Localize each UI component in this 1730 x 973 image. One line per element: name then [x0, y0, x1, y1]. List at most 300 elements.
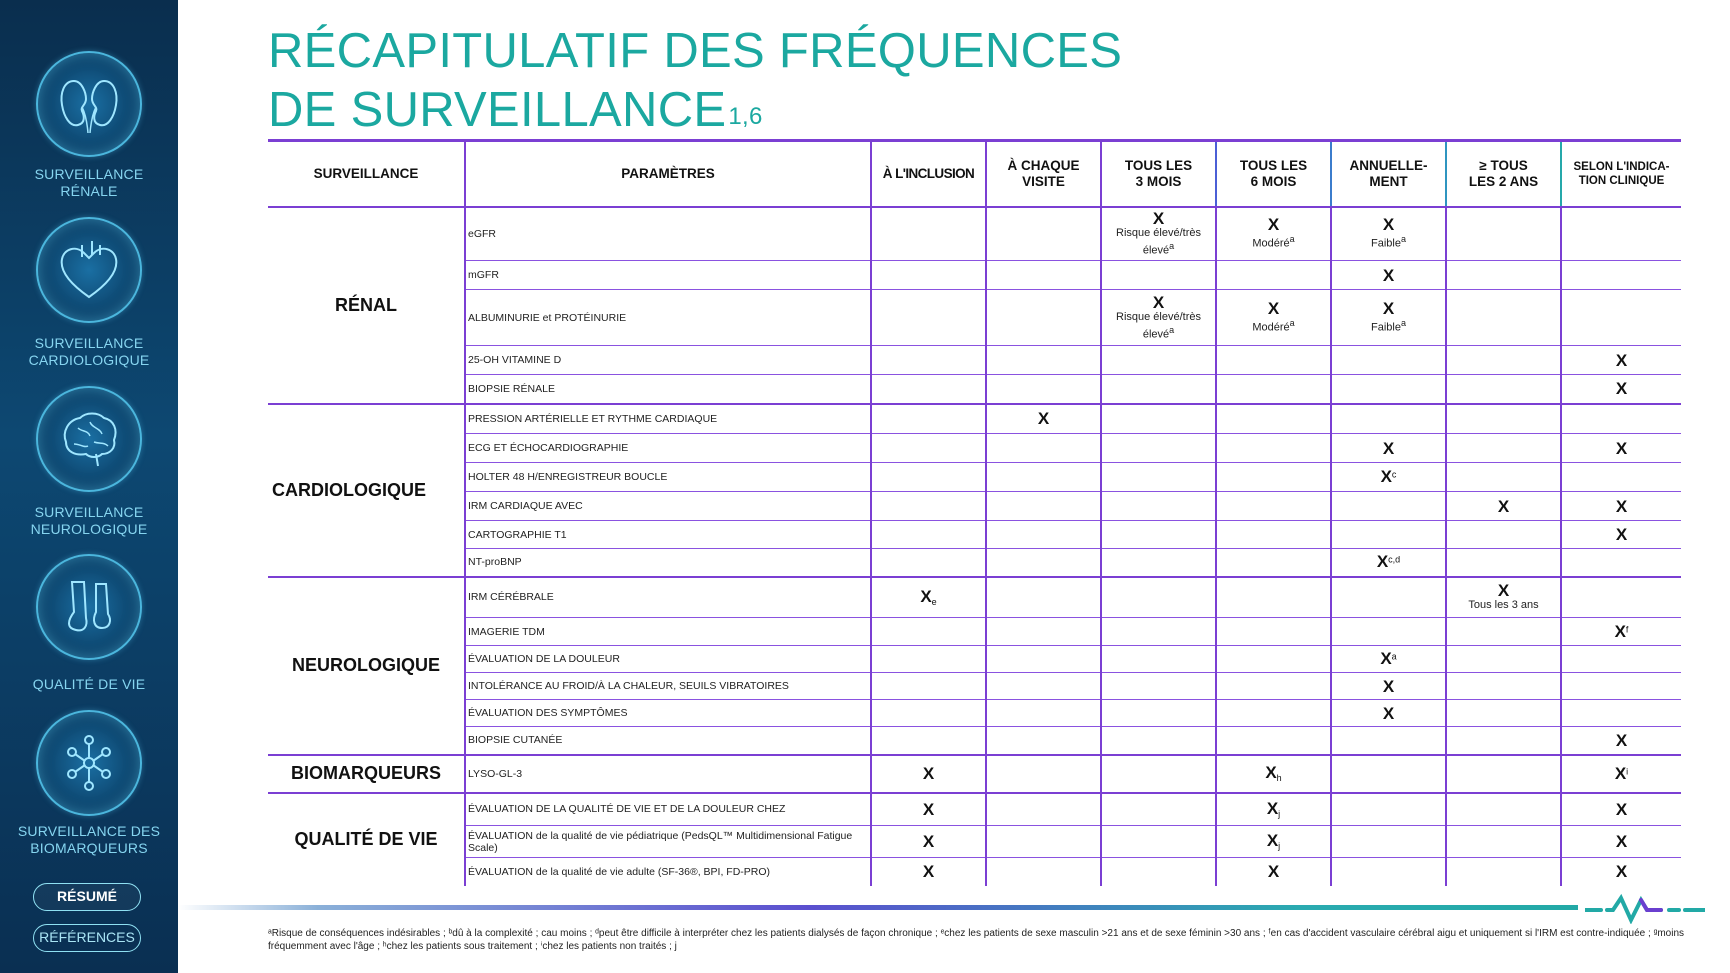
cell — [871, 207, 986, 261]
table-row — [268, 755, 1681, 793]
param-intolerance: INTOLÉRANCE AU FROID/À LA CHALEUR, SEUILS VIBRATOIRES — [465, 673, 871, 700]
section-qualite-de-vie: QUALITÉ DE VIE — [268, 793, 465, 886]
cell — [1331, 755, 1446, 793]
cell — [986, 618, 1101, 646]
param-ecg: ECG ET ÉCHOCARDIOGRAPHIE — [465, 434, 871, 463]
cell — [1216, 207, 1331, 261]
cell — [1446, 618, 1561, 646]
cell — [871, 577, 986, 618]
header-text: ≥ TOUS — [1479, 157, 1528, 173]
cell — [1446, 434, 1561, 463]
cell — [1331, 618, 1446, 646]
section-cardio: CARDIOLOGIQUE — [268, 404, 465, 577]
feet-icon — [36, 554, 142, 660]
cell — [1216, 858, 1331, 886]
cell — [1446, 492, 1561, 521]
cell — [1446, 727, 1561, 755]
cell — [986, 261, 1101, 290]
cell — [871, 463, 986, 492]
header-annuellement — [1331, 141, 1446, 207]
cell — [1331, 290, 1446, 346]
cell-note-text: Faible — [1371, 321, 1401, 334]
table-row — [268, 826, 1681, 858]
header-parametres: PARAMÈTRES — [465, 141, 871, 207]
table-row — [268, 700, 1681, 727]
cell — [1101, 549, 1216, 577]
header-2-ans — [1446, 141, 1561, 207]
cell — [1446, 858, 1561, 886]
cell — [1216, 492, 1331, 521]
cell — [1446, 673, 1561, 700]
table-row — [268, 346, 1681, 375]
cell — [1216, 375, 1331, 404]
sidebar-item-label: QUALITÉ DE VIE — [32, 676, 146, 692]
cell — [1216, 521, 1331, 549]
cell — [1561, 404, 1681, 434]
cell — [1216, 727, 1331, 755]
kidney-icon — [36, 51, 142, 157]
cell — [986, 521, 1101, 549]
check-mark: X — [1267, 862, 1280, 882]
check-mark: X — [1376, 552, 1389, 572]
param-symptomes: ÉVALUATION DES SYMPTÔMES — [465, 700, 871, 727]
check-mark: X — [922, 862, 935, 882]
cell — [1101, 618, 1216, 646]
footnote-ref: j — [1278, 809, 1281, 820]
cell — [1331, 673, 1446, 700]
cell — [871, 290, 986, 346]
param-egfr: eGFR — [465, 207, 871, 261]
cell — [1561, 826, 1681, 858]
sidebar-item-label: SURVEILLANCE DES — [17, 823, 161, 839]
brain-icon — [36, 386, 142, 492]
check-mark: X — [922, 764, 935, 783]
cell — [1446, 404, 1561, 434]
cell — [986, 207, 1101, 261]
table-row — [268, 404, 1681, 434]
sidebar-item-biomarqueurs[interactable] — [0, 710, 178, 870]
header-text: MENT — [1369, 173, 1408, 189]
table-row — [268, 673, 1681, 700]
check-mark: X — [1382, 438, 1395, 458]
cell — [1216, 404, 1331, 434]
check-mark: X — [1615, 350, 1628, 370]
cell-note — [1332, 233, 1445, 251]
table-header-row — [268, 141, 1681, 207]
cell — [871, 492, 986, 521]
cell — [1101, 346, 1216, 375]
table-row — [268, 727, 1681, 755]
cell — [871, 755, 986, 793]
check-mark: X — [1266, 799, 1279, 819]
header-text: 3 MOIS — [1135, 173, 1182, 189]
param-irm-cardiaque: IRM CARDIAQUE AVEC — [465, 492, 871, 521]
sidebar-item-cardio[interactable] — [0, 210, 178, 380]
header-text: SELON L'INDICA- — [1573, 160, 1670, 173]
footnote-ref: a — [1169, 324, 1175, 335]
cell — [1446, 577, 1561, 618]
cell — [986, 434, 1101, 463]
cell — [986, 549, 1101, 577]
check-mark: X — [1382, 703, 1395, 723]
table-row — [268, 858, 1681, 886]
cell — [1561, 793, 1681, 826]
cell — [1446, 646, 1561, 673]
header-inclusion: À L'INCLUSION — [871, 141, 986, 207]
footnote-ref: a — [1391, 651, 1397, 662]
cell — [1216, 346, 1331, 375]
title-reference: 1,6 — [728, 103, 763, 130]
check-mark: X — [1382, 299, 1395, 319]
footnote-ref: f — [1625, 624, 1629, 634]
sidebar-item-renal[interactable] — [0, 0, 178, 210]
header-indication-clinique — [1561, 141, 1681, 207]
section-neuro: NEUROLOGIQUE — [268, 577, 465, 755]
cell — [1101, 434, 1216, 463]
cell — [1101, 404, 1216, 434]
param-qdv-adulte: ÉVALUATION de la qualité de vie adulte (SF-36®, BPI, FD-PRO) — [465, 858, 871, 886]
cell — [1331, 434, 1446, 463]
cell — [1561, 463, 1681, 492]
cell — [1446, 375, 1561, 404]
check-mark: X — [1497, 581, 1510, 601]
cell — [1446, 207, 1561, 261]
footer-divider — [178, 905, 1578, 910]
footnote-ref: a — [1400, 234, 1406, 245]
check-mark: X — [1266, 831, 1279, 851]
sidebar-item-qualite-de-vie[interactable] — [0, 550, 178, 710]
cell — [986, 346, 1101, 375]
cell — [986, 646, 1101, 673]
cell — [1331, 646, 1446, 673]
cell — [1216, 434, 1331, 463]
header-text: 6 MOIS — [1250, 173, 1297, 189]
table-row — [268, 549, 1681, 577]
table-row — [268, 375, 1681, 404]
cell-note — [1102, 324, 1215, 342]
check-mark: X — [1382, 676, 1395, 696]
cell — [871, 673, 986, 700]
footnote-ref: a — [1169, 240, 1175, 251]
cell-note-text: Modéré — [1252, 321, 1290, 334]
cell — [1561, 755, 1681, 793]
footnote-ref: c,d — [1388, 554, 1401, 565]
param-biopsie-cutanee: BIOPSIE CUTANÉE — [465, 727, 871, 755]
cell — [1331, 346, 1446, 375]
cell — [871, 793, 986, 826]
cell — [1446, 463, 1561, 492]
sidebar-item-label: RÉNALE — [60, 183, 118, 199]
footnote-ref: i — [1626, 766, 1629, 776]
references-button[interactable]: RÉFÉRENCES — [33, 924, 141, 952]
cell — [871, 346, 986, 375]
table-row — [268, 793, 1681, 826]
cell — [1561, 375, 1681, 404]
cell — [1561, 858, 1681, 886]
cell — [1331, 463, 1446, 492]
cell — [1331, 404, 1446, 434]
cell — [1101, 207, 1216, 261]
check-mark: X — [922, 799, 935, 819]
check-mark: X — [1382, 265, 1395, 285]
table-row — [268, 261, 1681, 290]
param-vitamine-d: 25-OH VITAMINE D — [465, 346, 871, 375]
cell-note-text: Faible — [1371, 238, 1401, 251]
cell — [871, 646, 986, 673]
cell — [1101, 793, 1216, 826]
cell — [1101, 577, 1216, 618]
cell — [1561, 207, 1681, 261]
sidebar-item-label: SURVEILLANCE — [34, 166, 144, 182]
cell — [1101, 858, 1216, 886]
cell — [1101, 463, 1216, 492]
cell — [986, 826, 1101, 858]
cell — [871, 700, 986, 727]
cell — [1446, 521, 1561, 549]
param-qdv-pediatrique: ÉVALUATION de la qualité de vie pédiatrique (PedsQL™ Multidimensional Fatigue Scale) — [465, 826, 871, 858]
cell — [1101, 673, 1216, 700]
cell — [986, 755, 1101, 793]
surveillance-table — [268, 139, 1681, 886]
check-mark: X — [920, 587, 932, 607]
check-mark: X — [1614, 763, 1627, 783]
check-mark: X — [1615, 862, 1628, 882]
cell — [1446, 290, 1561, 346]
cell — [1446, 549, 1561, 577]
cell — [1216, 673, 1331, 700]
cell — [871, 521, 986, 549]
cell — [1561, 290, 1681, 346]
cell — [1561, 261, 1681, 290]
header-text: TION CLINIQUE — [1578, 174, 1665, 187]
footnote-ref: a — [1289, 234, 1295, 245]
param-holter: HOLTER 48 H/ENREGISTREUR BOUCLE — [465, 463, 871, 492]
sidebar — [0, 0, 178, 973]
check-mark: X — [1382, 215, 1395, 235]
cell — [986, 463, 1101, 492]
check-mark: X — [1380, 649, 1392, 668]
cell — [1101, 727, 1216, 755]
footnote-ref: a — [1400, 318, 1406, 329]
table-row — [268, 492, 1681, 521]
brand-logo-icon — [1585, 888, 1705, 924]
cell — [1216, 700, 1331, 727]
cell — [1101, 492, 1216, 521]
cell — [986, 673, 1101, 700]
page-title-line1: RÉCAPITULATIF DES FRÉQUENCES — [268, 24, 1123, 78]
cell — [871, 858, 986, 886]
check-mark: X — [1267, 215, 1280, 235]
cell — [1331, 793, 1446, 826]
cell — [1216, 826, 1331, 858]
cell — [1101, 700, 1216, 727]
cell — [871, 375, 986, 404]
cell — [1331, 577, 1446, 618]
table-row — [268, 463, 1681, 492]
param-mgfr: mGFR — [465, 261, 871, 290]
footnote: ᵃRisque de conséquences indésirables ; ᵇdû à la complexité ; cau moins ; ᵈpeut être difficile à interpréter chez les patients dialysés de façon chronique ; ᵉchez les patients de sexe masculin >21 ans et de sexe féminin >30 ans ; ᶠen cas d'accident vasculaire cérébral aigu et uniquement si l'IRM est contre-indiquée ; ᵍmoins fréquemment avec l'âge ; ʰchez les patients sous traitement ; ⁱchez les patients non traités ; j — [268, 928, 1685, 952]
param-qdv-douleur: ÉVALUATION DE LA QUALITÉ DE VIE ET DE LA DOULEUR CHEZ — [465, 793, 871, 826]
table-row — [268, 290, 1681, 346]
cell — [1446, 826, 1561, 858]
header-text: ANNUELLE- — [1349, 157, 1428, 173]
sidebar-item-label: SURVEILLANCE — [34, 335, 144, 351]
param-imagerie-tdm: IMAGERIE TDM — [465, 618, 871, 646]
check-mark: X — [1380, 467, 1392, 486]
cell — [871, 618, 986, 646]
page-title-line2: DE SURVEILLANCE — [268, 83, 727, 137]
cell — [1446, 346, 1561, 375]
footnote-ref: e — [931, 597, 937, 608]
cell — [1331, 521, 1446, 549]
check-mark: X — [1152, 208, 1165, 228]
cell — [871, 549, 986, 577]
cell — [986, 700, 1101, 727]
sidebar-item-label: CARDIOLOGIQUE — [28, 352, 150, 368]
section-biomarqueurs: BIOMARQUEURS — [268, 755, 465, 793]
table-row — [268, 521, 1681, 549]
cell — [986, 727, 1101, 755]
cell — [986, 793, 1101, 826]
cell-note-text: Modéré — [1252, 238, 1290, 251]
cell-note: Risque élevé/très — [1116, 226, 1201, 239]
cell — [986, 404, 1101, 434]
param-albuminurie: ALBUMINURIE et PROTÉINURIE — [465, 290, 871, 346]
cell-note-text: élevé — [1142, 328, 1170, 341]
cell-note — [1217, 317, 1330, 335]
resume-button[interactable]: RÉSUMÉ — [33, 883, 141, 911]
footnote-ref: h — [1276, 773, 1282, 784]
check-mark: X — [1615, 496, 1628, 516]
sidebar-item-label: NEUROLOGIQUE — [30, 521, 148, 537]
param-biopsie-renale: BIOPSIE RÉNALE — [465, 375, 871, 404]
check-mark: X — [922, 832, 935, 851]
cell — [1331, 207, 1446, 261]
cell — [1331, 549, 1446, 577]
cell — [1561, 646, 1681, 673]
check-mark: X — [1497, 496, 1510, 516]
cell — [1216, 290, 1331, 346]
check-mark: X — [1267, 299, 1280, 319]
param-ntprobnp: NT-proBNP — [465, 549, 871, 577]
header-text: TOUS LES — [1239, 157, 1308, 173]
header-chaque-visite — [986, 141, 1101, 207]
cell — [1101, 521, 1216, 549]
table-row — [268, 646, 1681, 673]
cell — [1561, 673, 1681, 700]
sidebar-item-label: SURVEILLANCE — [34, 504, 144, 520]
cell-note — [1217, 233, 1330, 251]
check-mark: X — [1152, 292, 1165, 312]
cell-note-text: élevé — [1142, 244, 1170, 257]
cell — [1561, 346, 1681, 375]
cell — [1216, 793, 1331, 826]
header-surveillance: SURVEILLANCE — [268, 141, 465, 207]
table-row — [268, 618, 1681, 646]
molecule-icon — [36, 710, 142, 816]
cell — [1561, 577, 1681, 618]
section-renal: RÉNAL — [268, 207, 465, 404]
table-row — [268, 207, 1681, 261]
cell — [1561, 434, 1681, 463]
param-pression: PRESSION ARTÉRIELLE ET RYTHME CARDIAQUE — [465, 404, 871, 434]
header-3-mois — [1101, 141, 1216, 207]
heart-icon — [36, 217, 142, 323]
cell — [1216, 549, 1331, 577]
check-mark: X — [1615, 832, 1628, 851]
cell — [1216, 261, 1331, 290]
cell — [1216, 577, 1331, 618]
header-6-mois — [1216, 141, 1331, 207]
cell-note: Risque élevé/très — [1116, 310, 1201, 323]
cell-note — [1332, 317, 1445, 335]
footnote-ref: c — [1391, 469, 1397, 480]
check-mark: X — [1614, 621, 1626, 641]
cell-note: Tous les 3 ans — [1468, 599, 1539, 612]
cell — [986, 492, 1101, 521]
cell — [1216, 755, 1331, 793]
cell — [871, 261, 986, 290]
cell — [1101, 755, 1216, 793]
sidebar-item-neuro[interactable] — [0, 380, 178, 550]
cell — [871, 727, 986, 755]
cell — [986, 375, 1101, 404]
cell — [1331, 700, 1446, 727]
sidebar-item-label: BIOMARQUEURS — [30, 840, 148, 856]
header-text: À CHAQUE — [1007, 157, 1080, 173]
cell — [1331, 492, 1446, 521]
page-title — [268, 22, 1122, 140]
footnote-ref: a — [1289, 318, 1295, 329]
cell — [871, 404, 986, 434]
param-douleur: ÉVALUATION DE LA DOULEUR — [465, 646, 871, 673]
check-mark: X — [1615, 730, 1628, 750]
cell — [986, 577, 1101, 618]
cell — [1331, 261, 1446, 290]
cell — [1101, 375, 1216, 404]
check-mark: X — [1615, 438, 1628, 458]
cell — [1216, 463, 1331, 492]
cell — [1446, 700, 1561, 727]
check-mark: X — [1615, 525, 1628, 544]
cell — [1101, 646, 1216, 673]
cell — [1216, 646, 1331, 673]
cell — [1101, 290, 1216, 346]
cell — [1446, 793, 1561, 826]
check-mark: X — [1615, 799, 1628, 819]
cell — [1101, 826, 1216, 858]
cell — [871, 826, 986, 858]
cell — [1331, 826, 1446, 858]
cell — [1561, 700, 1681, 727]
param-cartographie: CARTOGRAPHIE T1 — [465, 521, 871, 549]
param-lyso-gl-3: LYSO-GL-3 — [465, 755, 871, 793]
cell — [986, 858, 1101, 886]
cell — [1561, 549, 1681, 577]
cell — [1216, 618, 1331, 646]
check-mark: X — [1265, 763, 1277, 783]
cell — [1331, 375, 1446, 404]
cell — [1331, 727, 1446, 755]
header-text: TOUS LES — [1124, 157, 1193, 173]
cell — [1561, 521, 1681, 549]
table-row — [268, 577, 1681, 618]
footnote-ref: j — [1278, 841, 1281, 852]
cell — [1446, 261, 1561, 290]
check-mark: X — [1615, 379, 1628, 399]
cell — [1446, 755, 1561, 793]
cell — [1561, 492, 1681, 521]
